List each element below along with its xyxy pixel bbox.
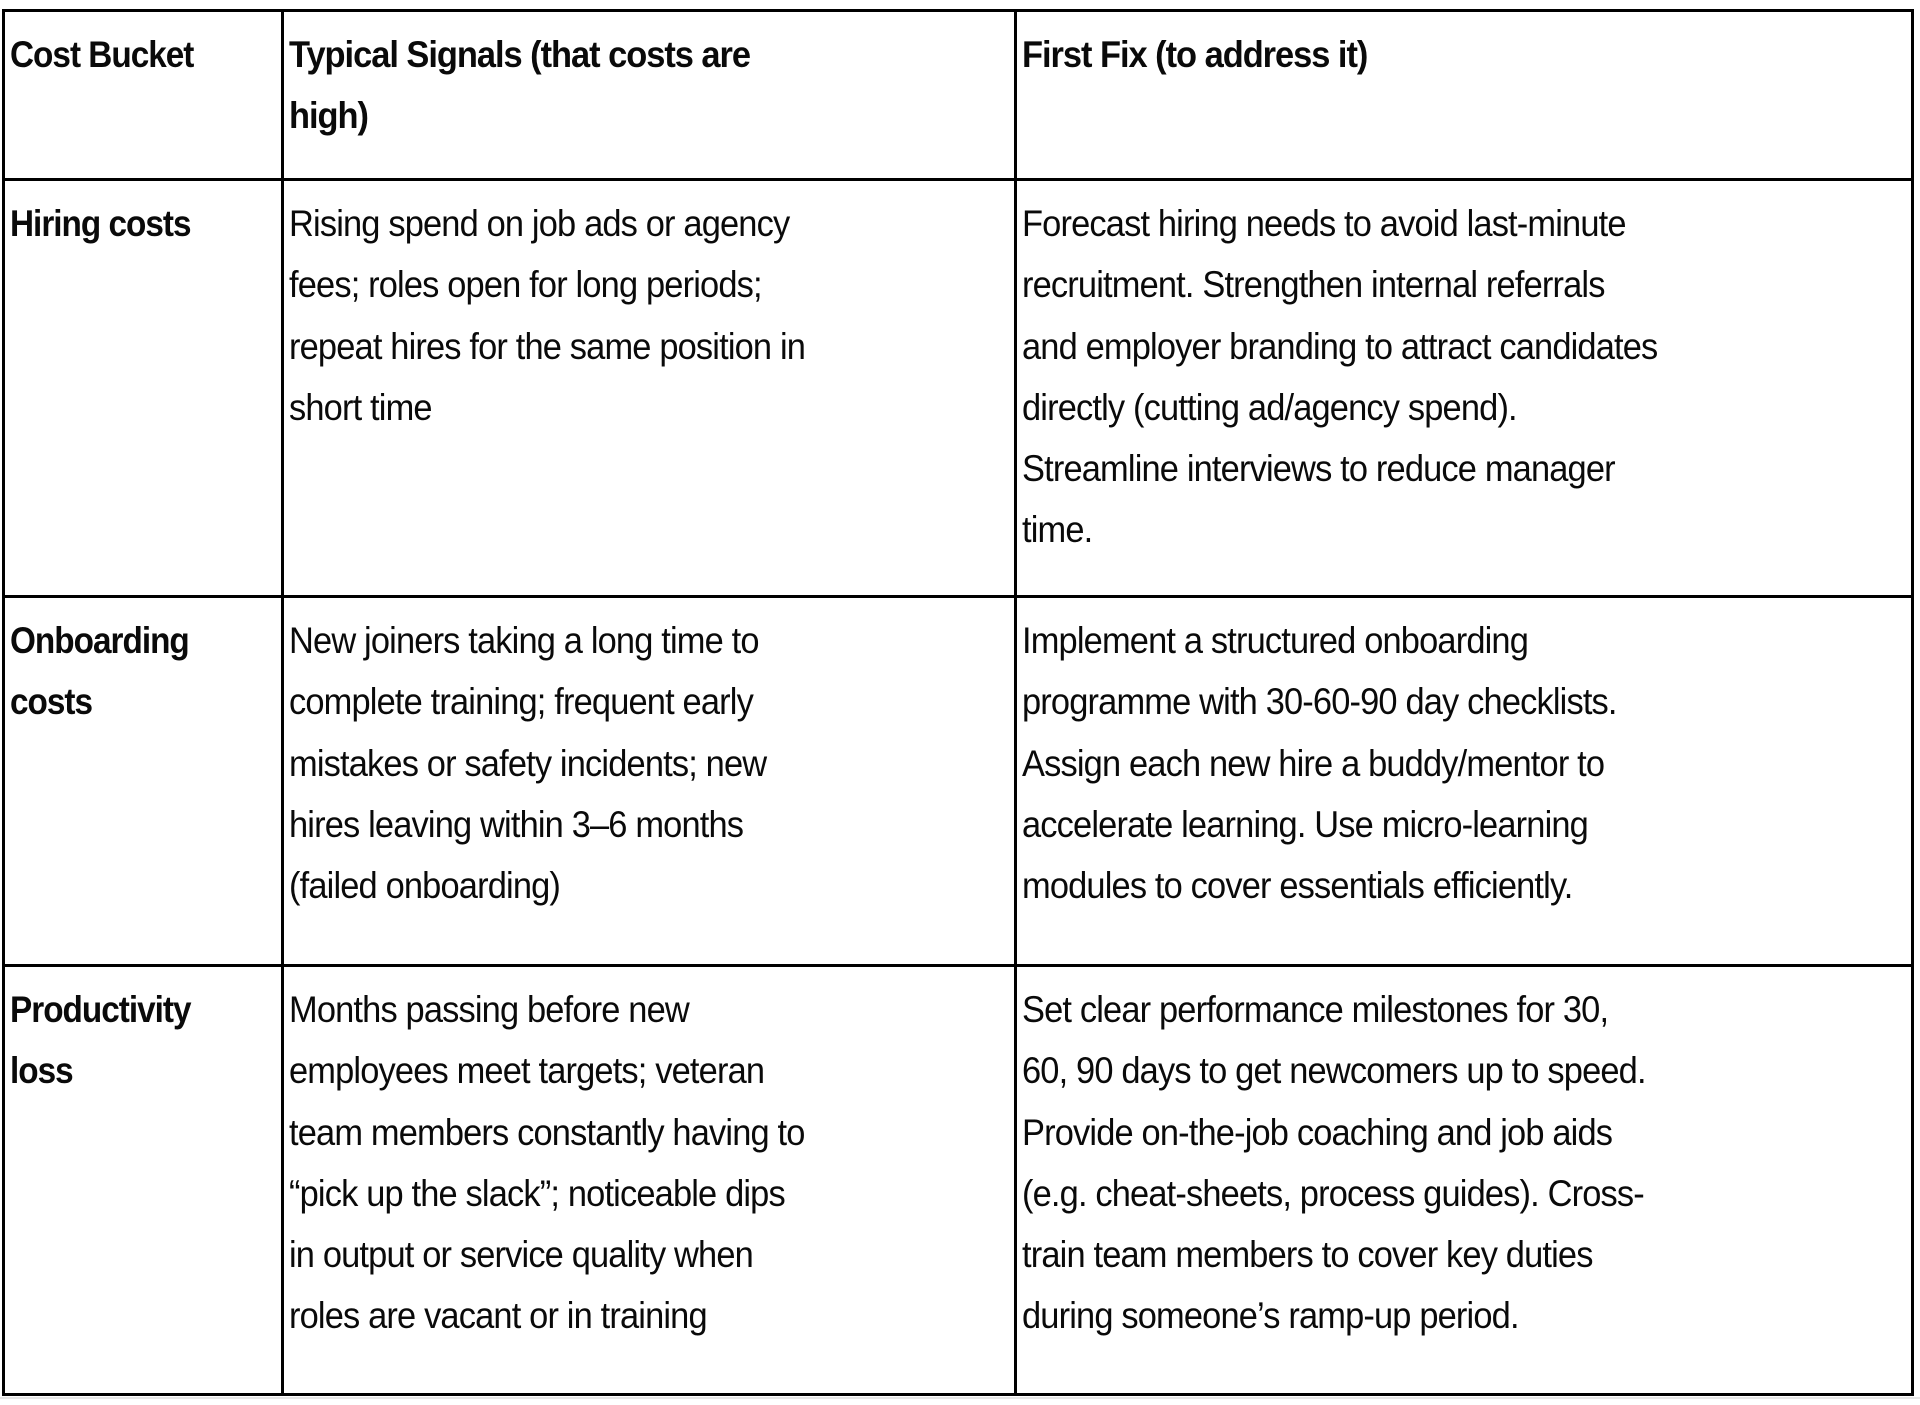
fix-text: 60, 90 days to get newcomers up to speed. <box>1022 1050 1646 1092</box>
fix-text: and employer branding to attract candidates <box>1022 325 1658 367</box>
table-row-hiring-costs <box>5 181 1911 598</box>
cell-bucket <box>5 967 284 1393</box>
cost-bucket-table <box>2 9 1914 1396</box>
table-header-row <box>5 12 1911 181</box>
header-text: high) <box>289 95 368 137</box>
fix-text: train team members to cover key duties <box>1022 1234 1593 1276</box>
fix-text: during someone’s ramp-up period. <box>1022 1295 1519 1337</box>
signals-text: mistakes or safety incidents; new <box>289 742 767 784</box>
header-text: First Fix (to address it) <box>1022 34 1368 75</box>
signals-text: employees meet targets; veteran <box>289 1050 765 1092</box>
fix-text: (e.g. cheat-sheets, process guides). Cross- <box>1022 1172 1644 1214</box>
table-row-productivity-loss <box>5 967 1911 1393</box>
signals-text: Rising spend on job ads or agency <box>289 203 790 244</box>
header-typical-signals <box>284 12 1017 178</box>
fix-text: Forecast hiring needs to avoid last-minute <box>1022 203 1626 244</box>
signals-text: hires leaving within 3–6 months <box>289 803 744 845</box>
bucket-text: Hiring costs <box>10 203 191 244</box>
table-row-onboarding-costs <box>5 598 1911 967</box>
fix-text: recruitment. Strengthen internal referrals <box>1022 264 1605 306</box>
signals-text: Months passing before new <box>289 989 689 1030</box>
signals-text: “pick up the slack”; noticeable dips <box>289 1172 785 1214</box>
page-edge-divider <box>0 1397 1920 1399</box>
header-text: Typical Signals (that costs are <box>289 34 751 75</box>
cell-fix <box>1017 598 1911 964</box>
fix-text: accelerate learning. Use micro-learning <box>1022 803 1588 845</box>
header-text: Cost Bucket <box>10 34 194 75</box>
fix-text: Assign each new hire a buddy/mentor to <box>1022 742 1605 784</box>
signals-text: in output or service quality when <box>289 1234 753 1276</box>
signals-text: roles are vacant or in training <box>289 1295 707 1337</box>
header-first-fix <box>1017 12 1911 178</box>
bucket-text: Productivity <box>10 989 191 1030</box>
signals-text: short time <box>289 386 432 428</box>
signals-text: New joiners taking a long time to <box>289 620 759 661</box>
bucket-text: Onboarding <box>10 620 189 661</box>
cell-fix <box>1017 967 1911 1393</box>
signals-text: (failed onboarding) <box>289 865 561 907</box>
cell-fix <box>1017 181 1911 595</box>
signals-text: complete training; frequent early <box>289 681 753 723</box>
cell-signals <box>284 598 1017 964</box>
cell-signals <box>284 967 1017 1393</box>
bucket-text: loss <box>10 1050 73 1092</box>
bucket-text: costs <box>10 681 93 723</box>
signals-text: team members constantly having to <box>289 1111 805 1153</box>
fix-text: Set clear performance milestones for 30, <box>1022 989 1609 1030</box>
fix-text: Provide on-the-job coaching and job aids <box>1022 1111 1613 1153</box>
header-cost-bucket <box>5 12 284 178</box>
signals-text: repeat hires for the same position in <box>289 325 806 367</box>
signals-text: fees; roles open for long periods; <box>289 264 762 306</box>
fix-text: directly (cutting ad/agency spend). <box>1022 386 1517 428</box>
fix-text: time. <box>1022 509 1093 551</box>
fix-text: modules to cover essentials efficiently. <box>1022 865 1573 907</box>
cell-signals <box>284 181 1017 595</box>
fix-text: programme with 30-60-90 day checklists. <box>1022 681 1617 723</box>
fix-text: Streamline interviews to reduce manager <box>1022 448 1615 490</box>
cell-bucket <box>5 181 284 595</box>
cell-bucket <box>5 598 284 964</box>
fix-text: Implement a structured onboarding <box>1022 620 1529 661</box>
